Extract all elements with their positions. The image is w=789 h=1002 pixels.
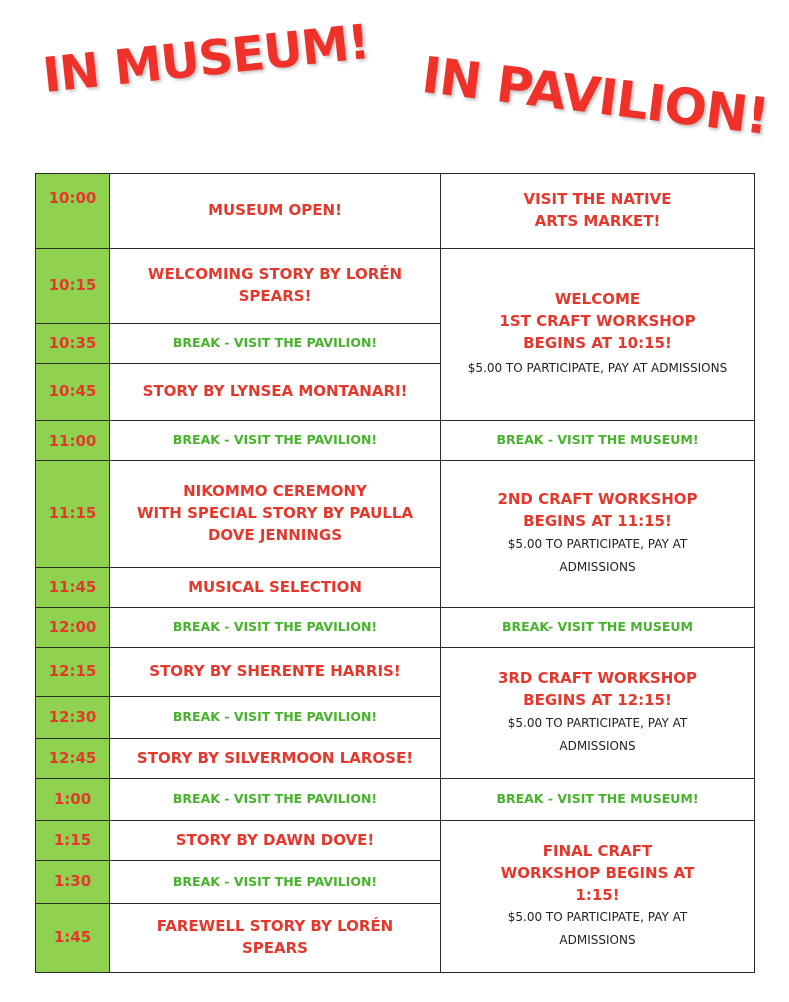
workshop-cell (441, 461, 755, 608)
time-cell: 11:15 (36, 461, 110, 568)
workshop-fee: $5.00 TO PARTICIPATE, PAY AT ADMISSIONS (507, 715, 688, 753)
museum-cell: BREAK - VISIT THE PAVILION! (110, 779, 441, 821)
workshop-title: 2ND CRAFT WORKSHOP BEGINS AT 11:15! (497, 490, 698, 531)
table-row (36, 174, 755, 249)
table-row (36, 461, 755, 568)
workshop-title: FINAL CRAFT WORKSHOP BEGINS AT 1:15! (500, 842, 695, 904)
table-row (36, 608, 755, 648)
pavilion-cell: BREAK- VISIT THE MUSEUM (441, 608, 755, 648)
time-cell: 1:45 (36, 904, 110, 973)
museum-cell: BREAK - VISIT THE PAVILION! (110, 861, 441, 904)
museum-cell: BREAK - VISIT THE PAVILION! (110, 421, 441, 461)
museum-cell: BREAK - VISIT THE PAVILION! (110, 697, 441, 739)
time-cell: 11:00 (36, 421, 110, 461)
workshop-cell (441, 821, 755, 973)
time-cell: 12:30 (36, 697, 110, 739)
museum-cell: FAREWELL STORY BY LORÉN SPEARS (110, 904, 441, 973)
workshop-fee: $5.00 TO PARTICIPATE, PAY AT ADMISSIONS (467, 360, 728, 375)
time-cell: 10:00 (36, 174, 110, 249)
time-cell: 1:15 (36, 821, 110, 861)
workshop-title: 1ST CRAFT WORKSHOP BEGINS AT 10:15! (499, 312, 696, 352)
museum-cell: STORY BY LYNSEA MONTANARI! (110, 364, 441, 421)
time-cell: 12:45 (36, 739, 110, 779)
table-row (36, 821, 755, 861)
time-cell: 12:00 (36, 608, 110, 648)
table-row (36, 648, 755, 697)
museum-headline: IN MUSEUM! (40, 14, 372, 105)
workshop-cell (441, 249, 755, 421)
table-row (36, 779, 755, 821)
museum-cell: WELCOMING STORY BY LORÉN SPEARS! (110, 249, 441, 324)
schedule-table (35, 173, 755, 973)
ceremony-line: NIKOMMO CEREMONY (183, 482, 367, 501)
time-cell: 10:15 (36, 249, 110, 324)
time-cell: 1:00 (36, 779, 110, 821)
table-row (36, 421, 755, 461)
museum-cell: MUSEUM OPEN! (110, 174, 441, 249)
pavilion-cell: BREAK - VISIT THE MUSEUM! (441, 779, 755, 821)
time-cell: 10:45 (36, 364, 110, 421)
museum-cell: STORY BY SHERENTE HARRIS! (110, 648, 441, 697)
time-cell: 1:30 (36, 861, 110, 904)
museum-cell: STORY BY DAWN DOVE! (110, 821, 441, 861)
workshop-fee: $5.00 TO PARTICIPATE, PAY AT ADMISSIONS (507, 910, 688, 948)
ceremony-story-line: WITH SPECIAL STORY BY PAULLA DOVE JENNINGS (136, 504, 414, 544)
workshop-welcome: WELCOME (554, 290, 641, 309)
museum-cell (110, 461, 441, 568)
workshop-fee: $5.00 TO PARTICIPATE, PAY AT ADMISSIONS (507, 536, 688, 574)
pavilion-cell: VISIT THE NATIVE ARTS MARKET! (441, 174, 755, 249)
museum-cell: BREAK - VISIT THE PAVILION! (110, 608, 441, 648)
museum-cell: STORY BY SILVERMOON LAROSE! (110, 739, 441, 779)
time-cell: 12:15 (36, 648, 110, 697)
pavilion-cell: BREAK - VISIT THE MUSEUM! (441, 421, 755, 461)
workshop-title: 3RD CRAFT WORKSHOP BEGINS AT 12:15! (497, 669, 698, 710)
museum-cell: BREAK - VISIT THE PAVILION! (110, 324, 441, 364)
museum-cell: MUSICAL SELECTION (110, 568, 441, 608)
time-cell: 11:45 (36, 568, 110, 608)
table-row (36, 249, 755, 324)
pavilion-headline: IN PAVILION! (418, 46, 772, 146)
workshop-cell (441, 648, 755, 779)
time-cell: 10:35 (36, 324, 110, 364)
